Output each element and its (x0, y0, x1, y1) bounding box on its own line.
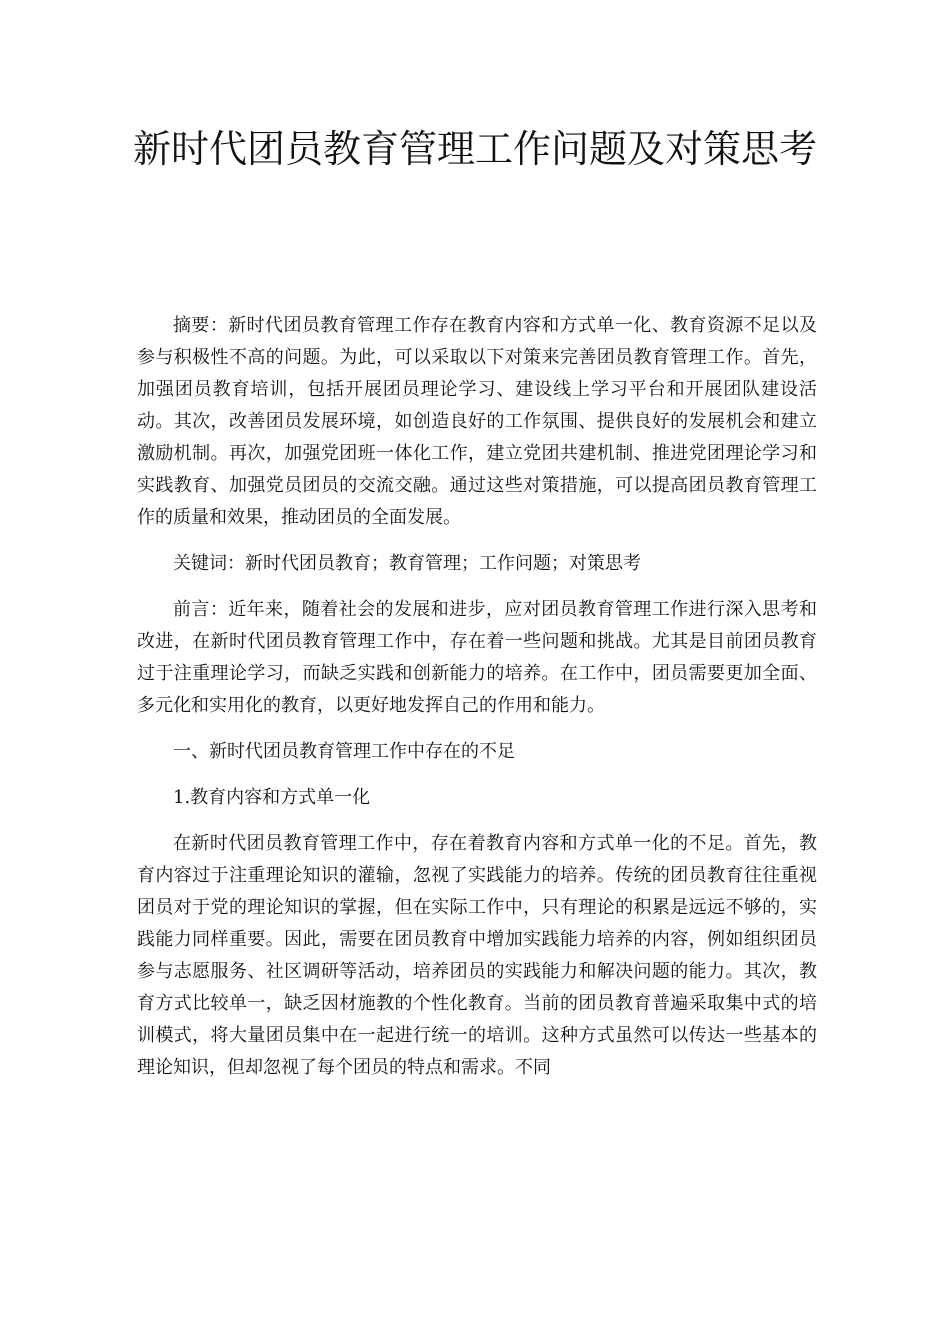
subsection-heading: 1.教育内容和方式单一化 (173, 787, 371, 808)
document-title: 新时代团员教育管理工作问题及对策思考 (132, 127, 817, 171)
preface-paragraph: 前言：近年来，随着社会的发展和进步，应对团员教育管理工作进行深入思考和改进，在新时代团员教育管理工作中，存在着一些问题和挑战。尤其是目前团员教育过于注重理论学习，而缺乏实践和创新能力的培养。在工作中，团员需要更加全面、多元化和实用化的教育，以更好地发挥自己的作用和能力。 (137, 599, 817, 716)
section-heading: 一、新时代团员教育管理工作中存在的不足 (173, 741, 515, 762)
keywords-paragraph: 关键词：新时代团员教育；教育管理；工作问题；对策思考 (173, 553, 641, 574)
document-body (137, 310, 817, 1084)
subsection-body-paragraph: 在新时代团员教育管理工作中，存在着教育内容和方式单一化的不足。首先，教育内容过于注重理论知识的灌输，忽视了实践能力的培养。传统的团员教育往往重视团员对于党的理论知识的掌握，但在实际工作中，只有理论的积累是远远不够的，实践能力同样重要。因此，需要在团员教育中增加实践能力培养的内容，例如组织团员参与志愿服务、社区调研等活动，培养团员的实践能力和解决问题的能力。其次，教育方式比较单一，缺乏因材施教的个性化教育。当前的团员教育普遍采取集中式的培训模式，将大量团员集中在一起进行统一的培训。这种方式虽然可以传达一些基本的理论知识，但却忽视了每个团员的特点和需求。不同 (137, 833, 817, 1078)
abstract-paragraph: 摘要：新时代团员教育管理工作存在教育内容和方式单一化、教育资源不足以及参与积极性不高的问题。为此，可以采取以下对策来完善团员教育管理工作。首先，加强团员教育培训，包括开展团员理论学习、建设线上学习平台和开展团队建设活动。其次，改善团员发展环境，如创造良好的工作氛围、提供良好的发展机会和建立激励机制。再次，加强党团班一体化工作，建立党团共建机制、推进党团理论学习和实践教育、加强党员团员的交流交融。通过这些对策措施，可以提高团员教育管理工作的质量和效果，推动团员的全面发展。 (137, 315, 817, 528)
